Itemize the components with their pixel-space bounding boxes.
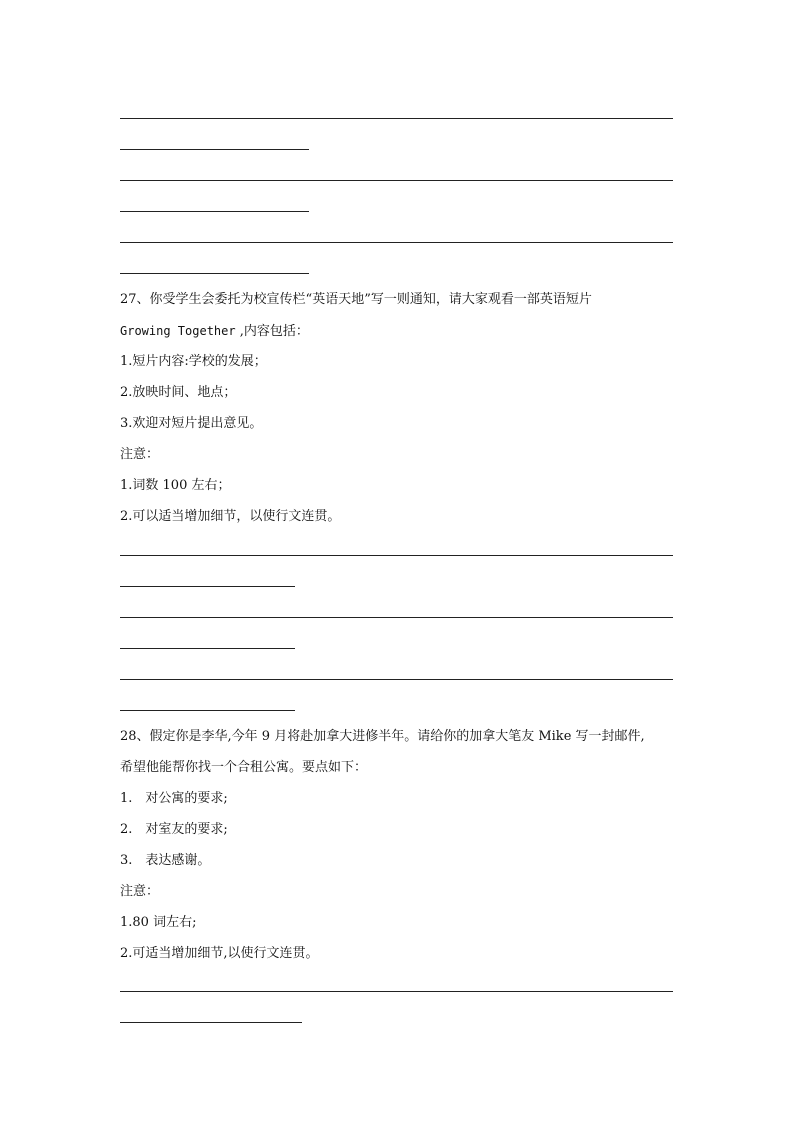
answer-line[interactable] [120, 180, 673, 181]
answer-line[interactable] [120, 679, 673, 680]
q28-note-label: 注意： [120, 884, 160, 899]
q28-note-2: 2.可适当增加细节,以使行文连贯。 [120, 946, 319, 961]
q27-prompt-line2-rest: ,内容包括： [235, 324, 309, 339]
q27-prompt-line2 [120, 322, 309, 341]
answer-line-short[interactable] [120, 149, 309, 150]
q27-note-label: 注意： [120, 447, 160, 462]
q27-point-3: 3.欢迎对短片提出意见。 [120, 416, 263, 431]
q28-prompt-line2: 希望他能帮你找一个合租公寓。要点如下： [120, 760, 368, 775]
answer-line[interactable] [120, 242, 673, 243]
q28-note-1: 1.80 词左右; [120, 915, 197, 930]
q27-prompt-line1: 27、你受学生会委托为校宣传栏“英语天地”写一则通知，请大家观看一部英语短片 [120, 292, 592, 307]
q27-note-2: 2.可以适当增加细节，以使行文连贯。 [120, 509, 341, 524]
q28-point-1: 1. 对公寓的要求; [120, 791, 228, 806]
q28-point-3: 3. 表达感谢。 [120, 853, 211, 868]
answer-line-short[interactable] [120, 648, 295, 649]
answer-line[interactable] [120, 555, 673, 556]
answer-line-short[interactable] [120, 710, 295, 711]
answer-line[interactable] [120, 118, 673, 119]
answer-line-short[interactable] [120, 586, 295, 587]
answer-line-short[interactable] [120, 273, 309, 274]
q27-point-1: 1.短片内容:学校的发展； [120, 354, 267, 369]
q28-point-2: 2. 对室友的要求; [120, 822, 228, 837]
q27-note-1: 1.词数 100 左右； [120, 478, 231, 493]
q27-point-2: 2.放映时间、地点； [120, 385, 237, 400]
answer-line[interactable] [120, 617, 673, 618]
q28-prompt-line1: 28、假定你是李华,今年 9 月将赴加拿大进修半年。请给你的加拿大笔友 Mike 写一封邮件, [120, 729, 645, 744]
film-title: Growing Together [120, 324, 236, 338]
answer-line-short[interactable] [120, 211, 309, 212]
answer-line[interactable] [120, 991, 673, 992]
answer-line-short[interactable] [120, 1022, 302, 1023]
